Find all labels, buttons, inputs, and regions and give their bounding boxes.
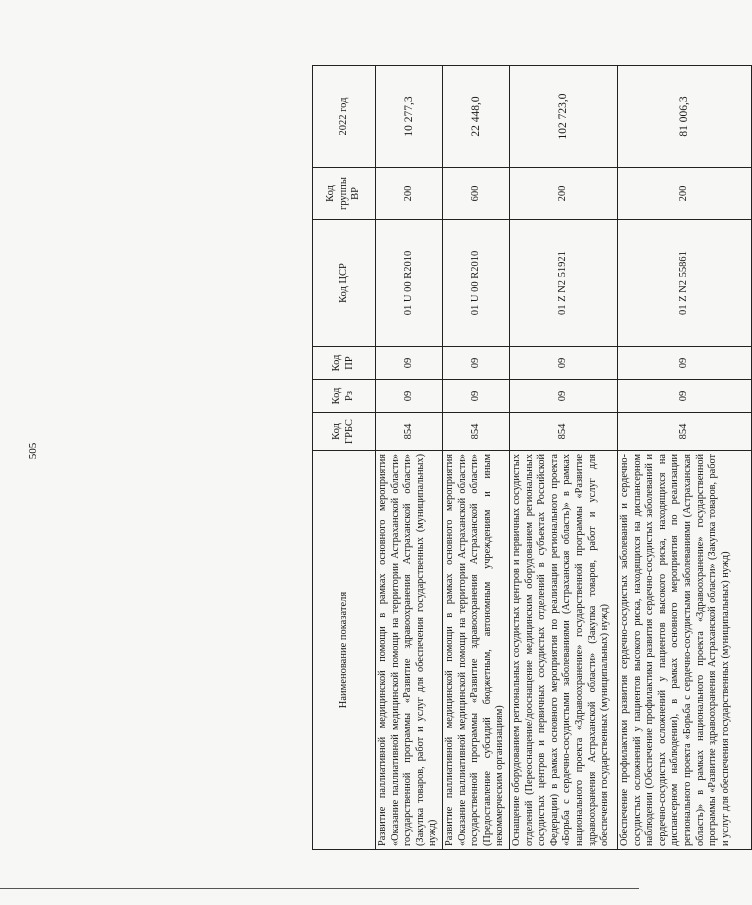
header-name: Наименование показателя bbox=[313, 451, 376, 850]
row-csr: 01 U 00 R2010 bbox=[443, 220, 510, 347]
row-vr: 200 bbox=[618, 168, 752, 220]
row-name: Развитие паллиативной медицинской помощи в рамках основного мероприятия «Оказание паллиативной медицинской помощи на территории Астраханской области» государственной программы «Развитие здравоохранения Астраханской области» (Закупка товаров, работ и услуг для обеспечения государственных (муниципальных) нужд) bbox=[376, 451, 443, 850]
table-row bbox=[376, 66, 443, 850]
row-name: Обеспечение профилактики развития сердечно-сосудистых заболеваний и сердечно-сосудистых осложнений у пациентов высокого риска, находящихся на диспансерном наблюдении (Обеспечение профилактики развития сердечно-сосудистых заболеваний и сердечно-сосудистых осложнений у пациентов высокого риска, находящихся на диспансерном наблюдении), в рамках основного мероприятия по реализации регионального проекта «Борьба с сердечно-сосудистыми заболеваниями (Астраханская область)» в рамках национального проекта «Здравоохранение» государственной программы «Развитие здравоохранения Астраханской области» (Закупка товаров, работ и услуг для обеспечения государственных (муниципальных) нужд) bbox=[618, 451, 752, 850]
row-vr: 600 bbox=[443, 168, 510, 220]
header-vr: Код группы ВР bbox=[313, 168, 376, 220]
header-grbs: Код ГРБС bbox=[313, 413, 376, 451]
table-row bbox=[443, 66, 510, 850]
row-rz: 09 bbox=[376, 380, 443, 413]
header-rz: Код Рз bbox=[313, 380, 376, 413]
row-grbs: 854 bbox=[510, 413, 618, 451]
row-rz: 09 bbox=[510, 380, 618, 413]
row-amount: 10 277,3 bbox=[376, 66, 443, 168]
header-pr: Код ПР bbox=[313, 347, 376, 380]
row-rz: 09 bbox=[618, 380, 752, 413]
row-amount: 81 006,3 bbox=[618, 66, 752, 168]
header-year: 2022 год bbox=[313, 66, 376, 168]
row-name: Развитие паллиативной медицинской помощи в рамках основного мероприятия «Оказание паллиативной медицинской помощи на территории Астраханской области» государственной программы «Развитие здравоохранения Астраханской области» (Предоставление субсидий бюджетным, автономным учреждениям и иным некоммерческим организациям) bbox=[443, 451, 510, 850]
bottom-rule bbox=[0, 888, 639, 889]
budget-table-rotated bbox=[312, 66, 748, 850]
row-csr: 01 Z N2 55861 bbox=[618, 220, 752, 347]
row-amount: 102 723,0 bbox=[510, 66, 618, 168]
page-number: 505 bbox=[27, 442, 39, 460]
table-header-row bbox=[313, 66, 376, 850]
row-csr: 01 U 00 R2010 bbox=[376, 220, 443, 347]
header-csr: Код ЦСР bbox=[313, 220, 376, 347]
row-grbs: 854 bbox=[376, 413, 443, 451]
row-name: Оснащение оборудованием региональных сосудистых центров и первичных сосудистых отделений (Переоснащение/дооснащение медицинским оборудованием региональных сосудистых центров и первичных сосудистых отделений в субъектах Российской Федерации) в рамках основного мероприятия по реализации регионального проекта «Борьба с сердечно-сосудистыми заболеваниями (Астраханская область)» в рамках национального проекта «Здравоохранение» государственной программы «Развитие здравоохранения Астраханской области» (Закупка товаров, работ и услуг для обеспечения государственных (муниципальных) нужд) bbox=[510, 451, 618, 850]
row-pr: 09 bbox=[510, 347, 618, 380]
row-csr: 01 Z N2 51921 bbox=[510, 220, 618, 347]
row-rz: 09 bbox=[443, 380, 510, 413]
row-grbs: 854 bbox=[618, 413, 752, 451]
row-pr: 09 bbox=[376, 347, 443, 380]
row-vr: 200 bbox=[376, 168, 443, 220]
table-row bbox=[510, 66, 618, 850]
row-grbs: 854 bbox=[443, 413, 510, 451]
row-amount: 22 448,0 bbox=[443, 66, 510, 168]
row-pr: 09 bbox=[443, 347, 510, 380]
row-vr: 200 bbox=[510, 168, 618, 220]
budget-table bbox=[312, 65, 752, 850]
table-row bbox=[618, 66, 752, 850]
row-pr: 09 bbox=[618, 347, 752, 380]
